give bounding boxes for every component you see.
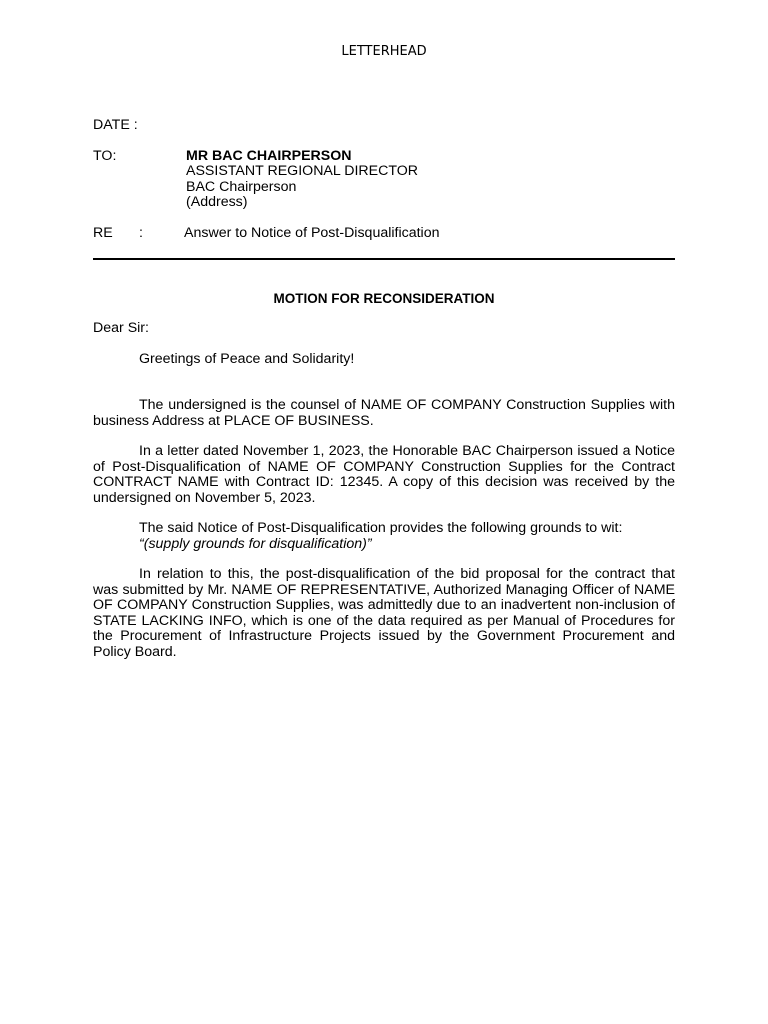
date-label: DATE : [93, 117, 138, 133]
paragraph-relation: In relation to this, the post-disqualification of the bid proposal for the contract that was submitted by Mr. NAME OF REPRESENTATIVE, Authorized Managing Officer of NAME OF COMPANY Construction Supplies, was admittedly due to an inadvertent non-inclusion of STATE LACKING INFO, which is one of the data required as per Manual of Procedures for the Procurement of Infrastructure Projects issued by the Government Procurement and Policy Board. [93, 566, 675, 660]
re-label: RE [93, 225, 113, 241]
to-label: TO: [93, 148, 117, 164]
re-colon: : [139, 225, 143, 241]
recipient-position: BAC Chairperson [186, 179, 297, 195]
paragraph-counsel: The undersigned is the counsel of NAME OF COMPANY Construction Supplies with business Address at PLACE OF BUSINESS. [93, 397, 675, 429]
greeting: Greetings of Peace and Solidarity! [139, 351, 355, 367]
re-subject: Answer to Notice of Post-Disqualification [184, 225, 440, 241]
grounds-placeholder: “(supply grounds for disqualification)” [139, 536, 372, 552]
header-divider [93, 258, 675, 260]
recipient-name: MR BAC CHAIRPERSON [186, 148, 352, 164]
paragraph-grounds-intro: The said Notice of Post-Disqualification provides the following grounds to wit: [139, 520, 623, 536]
paragraph-notice: In a letter dated November 1, 2023, the Honorable BAC Chairperson issued a Notice of Post-Disqualification of NAME OF COMPANY Construction Supplies for the Contract CONTRACT NAME with Contract ID: 12345. A copy of this decision was received by the undersigned on November 5, 2023. [93, 443, 675, 506]
letterhead: LETTERHEAD [341, 44, 427, 59]
recipient-title: ASSISTANT REGIONAL DIRECTOR [186, 163, 419, 179]
salutation: Dear Sir: [93, 320, 149, 336]
recipient-address: (Address) [186, 194, 248, 210]
document-title: MOTION FOR RECONSIDERATION [273, 291, 495, 306]
